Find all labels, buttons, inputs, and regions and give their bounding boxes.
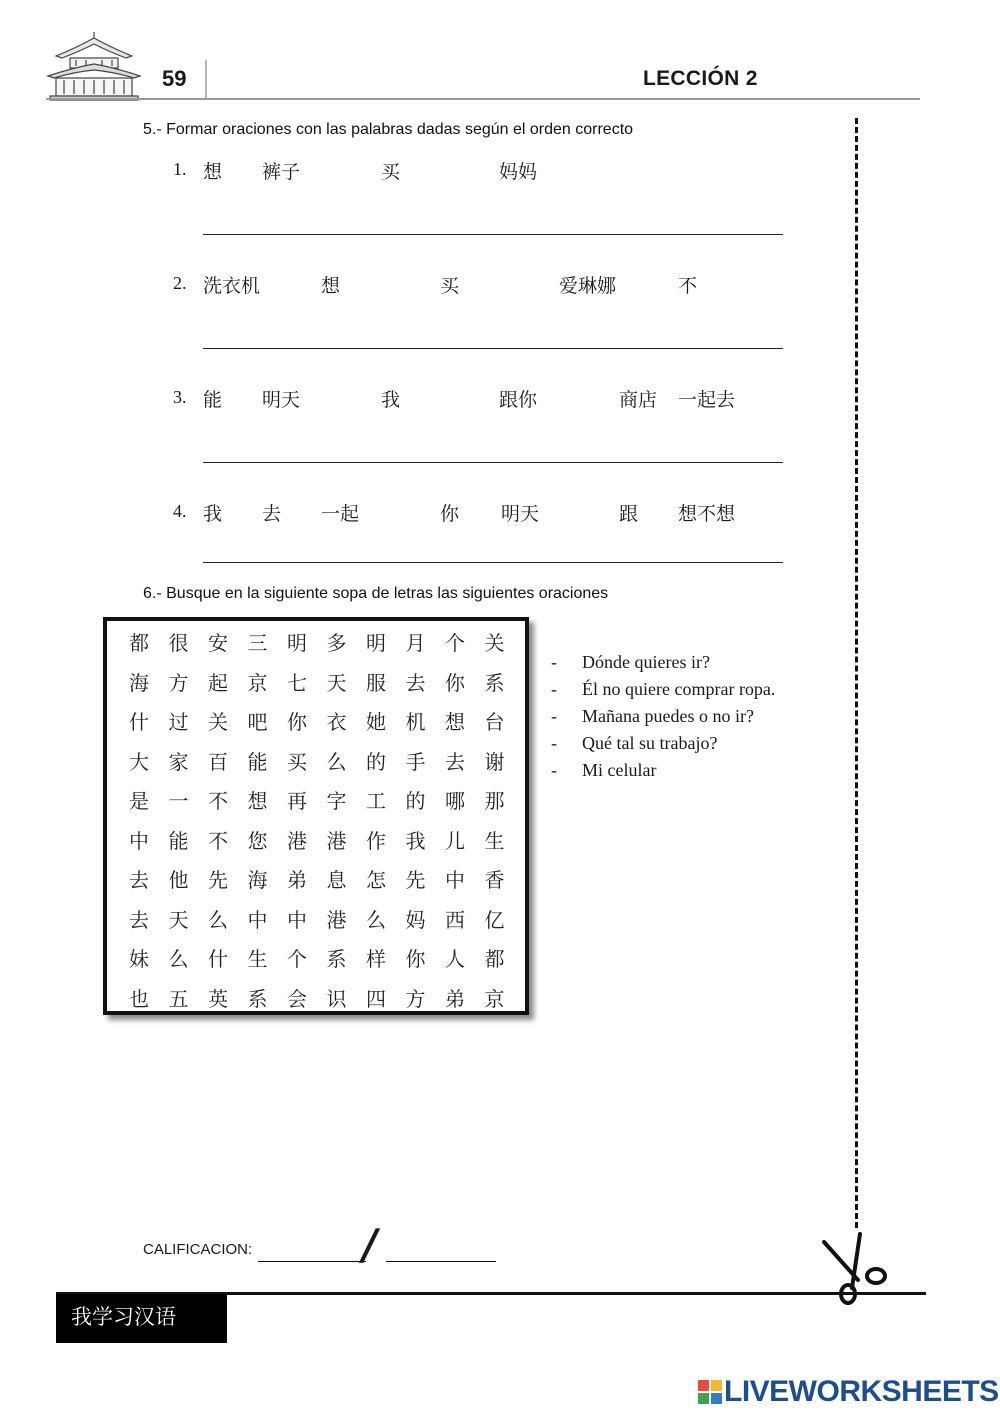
bullet-dash: - [551,679,557,699]
header-rule [46,98,920,100]
page-number: 59 [162,66,187,91]
grade-total-input[interactable] [386,1261,496,1262]
grid-cell[interactable]: 明 [366,631,386,655]
grid-cell[interactable]: 谢 [484,749,505,774]
answer-input-1[interactable] [203,234,783,235]
grid-cell[interactable]: 明 [287,631,307,655]
bullet-dash: - [551,706,557,726]
grid-cell[interactable]: 吧 [247,710,268,734]
answer-input-4[interactable] [203,562,783,563]
lesson-title: LECCIÓN 2 [643,67,758,90]
grid-cell[interactable]: 字 [326,789,347,813]
liveworksheets-wordmark: LIVEWORKSHEETS [724,1375,999,1408]
grid-cell[interactable]: 您 [247,828,268,853]
item-number: 4. [173,501,187,521]
grade-separator: / [357,1220,382,1269]
grid-cell[interactable]: 么 [326,749,347,774]
section5-heading: 5.- Formar oraciones con las palabras dadas según el orden correcto [143,121,634,138]
grid-cell[interactable]: 妹 [129,947,149,971]
grid-cell[interactable]: 不 [208,789,228,813]
grid-cell[interactable]: 会 [287,986,307,1011]
cut-dashed-line [855,118,858,1228]
grid-cell[interactable]: 你 [287,710,307,734]
grid-cell[interactable]: 工 [366,789,386,813]
clue-item [551,679,775,700]
grid-cell[interactable]: 都 [484,947,505,971]
grid-cell[interactable]: 再 [287,789,307,813]
word-chip: 洗衣机 [203,275,261,297]
grid-cell[interactable]: 也 [129,986,149,1011]
clue-item [551,760,656,781]
grid-cell[interactable]: 系 [247,986,268,1011]
word-chip: 一起 [321,503,360,525]
grid-cell[interactable]: 不 [208,828,228,853]
grade-label: CALIFICACION: [143,1241,253,1258]
grid-cell[interactable]: 儿 [445,828,465,853]
grid-cell[interactable]: 怎 [366,868,386,892]
grid-cell[interactable]: 弟 [445,986,465,1011]
grid-cell[interactable]: 三 [247,631,268,655]
word-chip: 想不想 [678,503,736,525]
grid-cell[interactable]: 息 [326,868,347,892]
grid-cell[interactable]: 他 [168,868,189,892]
grid-cell[interactable]: 生 [484,828,505,853]
grid-cell[interactable]: 我 [405,828,426,853]
grid-cell[interactable]: 什 [129,710,149,734]
grid-cell[interactable]: 七 [287,670,307,695]
grid-cell[interactable]: 天 [326,670,347,695]
grid-cell[interactable]: 哪 [445,789,465,813]
grid-cell[interactable]: 是 [129,789,149,813]
word-chip: 想 [203,161,223,183]
word-chip: 能 [203,389,223,411]
grid-cell[interactable]: 系 [484,670,505,695]
grid-cell[interactable]: 一 [168,789,189,813]
grid-cell[interactable]: 妈 [405,907,426,932]
clue-item [551,652,710,673]
clue-text: Dónde quieres ir? [582,652,710,672]
grid-cell[interactable]: 买 [287,749,307,774]
grid-cell[interactable]: 中 [445,868,465,892]
grid-cell[interactable]: 西 [445,907,465,932]
grid-cell[interactable]: 机 [405,710,426,734]
grid-cell[interactable]: 京 [247,670,268,695]
grid-cell[interactable]: 什 [208,947,228,971]
grid-cell[interactable]: 很 [168,631,189,655]
grid-cell[interactable]: 中 [129,828,149,853]
grid-cell[interactable]: 服 [366,670,386,695]
grade-score-input[interactable] [258,1261,366,1262]
answer-input-3[interactable] [203,462,783,463]
grid-cell[interactable]: 中 [247,907,268,932]
grid-cell[interactable]: 那 [484,789,505,813]
grid-cell[interactable]: 香 [484,868,505,892]
grid-cell[interactable]: 天 [168,907,189,932]
clue-text: Mi celular [582,760,657,780]
grid-cell[interactable]: 多 [326,631,347,655]
grid-cell[interactable]: 英 [208,986,228,1011]
clue-text: Él no quiere comprar ropa. [582,679,776,699]
clue-text: Mañana puedes o no ir? [582,706,754,726]
grid-cell[interactable]: 去 [129,907,149,932]
grid-cell[interactable]: 手 [405,749,426,774]
clue-item [551,733,717,754]
word-chip: 商店 [619,389,658,411]
word-chip: 裤子 [262,161,301,183]
grid-cell[interactable]: 家 [168,749,189,774]
temple-icon [46,30,142,102]
grid-cell[interactable]: 系 [326,947,347,971]
grid-cell[interactable]: 方 [405,986,426,1011]
answer-input-2[interactable] [203,348,783,349]
liveworksheets-icon [698,1380,722,1404]
word-chip: 明天 [501,503,540,525]
grid-cell[interactable]: 港 [326,828,347,853]
grid-cell[interactable]: 都 [129,631,149,655]
grid-cell[interactable]: 关 [484,631,505,655]
grid-cell[interactable]: 识 [326,986,347,1011]
word-chip: 跟你 [499,389,538,411]
grid-cell[interactable]: 安 [208,631,228,655]
word-chip: 明天 [262,389,301,411]
header-divider [205,60,207,98]
bullet-dash: - [551,760,557,780]
footer-title: 我学习汉语 [56,1294,227,1343]
grid-cell[interactable]: 想 [247,789,268,813]
grid-cell[interactable]: 港 [287,828,307,853]
item-number: 3. [173,387,187,407]
grid-cell[interactable]: 想 [445,710,465,734]
grid-cell[interactable]: 去 [129,868,149,892]
grid-cell[interactable]: 大 [129,749,149,774]
section6-heading: 6.- Busque en la siguiente sopa de letras las siguientes oraciones [143,585,609,602]
word-search-grid [103,617,529,1015]
grid-cell[interactable]: 先 [405,868,426,892]
word-chip: 爱琳娜 [559,275,617,297]
item-number: 1. [173,159,187,179]
word-chip: 跟 [619,503,639,525]
grid-cell[interactable]: 么 [208,907,228,932]
item-number: 2. [173,273,187,293]
grid-cell[interactable]: 你 [405,947,426,971]
grid-cell[interactable]: 的 [366,749,386,774]
bullet-dash: - [551,652,557,672]
word-chip: 我 [203,503,223,525]
grid-cell[interactable]: 去 [405,670,426,695]
grid-cell[interactable]: 百 [208,749,228,774]
word-chip: 想 [321,275,341,297]
word-chip: 买 [440,275,460,297]
grid-cell[interactable]: 作 [366,828,386,853]
grid-cell[interactable]: 亿 [484,907,505,932]
grid-cell[interactable]: 海 [129,670,149,695]
word-chip: 妈妈 [499,161,538,183]
grid-cell[interactable]: 中 [287,907,307,932]
grid-cell[interactable]: 衣 [326,710,347,734]
grid-cell[interactable]: 个 [445,631,465,655]
grid-cell[interactable]: 么 [366,907,386,932]
grid-cell[interactable]: 个 [287,947,307,971]
word-chip: 我 [381,389,401,411]
grid-cell[interactable]: 的 [405,789,426,813]
grid-cell[interactable]: 生 [247,947,268,971]
grid-cell[interactable]: 样 [366,947,386,971]
grid-cell[interactable]: 她 [366,710,386,734]
word-chip: 买 [381,161,401,183]
grid-cell[interactable]: 月 [405,631,426,655]
clue-item [551,706,754,727]
grid-cell[interactable]: 台 [484,710,505,734]
grid-cell[interactable]: 起 [208,670,228,695]
grid-cell[interactable]: 四 [366,986,386,1011]
grid-cell[interactable]: 你 [445,670,465,695]
grid-cell[interactable]: 海 [247,868,268,892]
grid-cell[interactable]: 能 [168,828,189,853]
word-chip: 去 [262,503,282,525]
clue-text: Qué tal su trabajo? [582,733,718,753]
grid-cell[interactable]: 京 [484,986,505,1011]
grid-cell[interactable]: 五 [168,986,189,1011]
grid-cell[interactable]: 能 [247,749,268,774]
word-chip: 不 [678,275,698,297]
bullet-dash: - [551,733,557,753]
grid-cell[interactable]: 方 [168,670,189,695]
grid-cell[interactable]: 么 [168,947,189,971]
grid-cell[interactable]: 人 [445,947,465,971]
grid-cell[interactable]: 去 [445,749,465,774]
grid-cell[interactable]: 弟 [287,868,307,892]
grid-cell[interactable]: 先 [208,868,228,892]
grid-cell[interactable]: 过 [168,710,189,734]
word-chip: 你 [440,503,460,525]
word-chip: 一起去 [678,389,736,411]
grid-cell[interactable]: 港 [326,907,347,932]
grid-cell[interactable]: 关 [208,710,228,734]
